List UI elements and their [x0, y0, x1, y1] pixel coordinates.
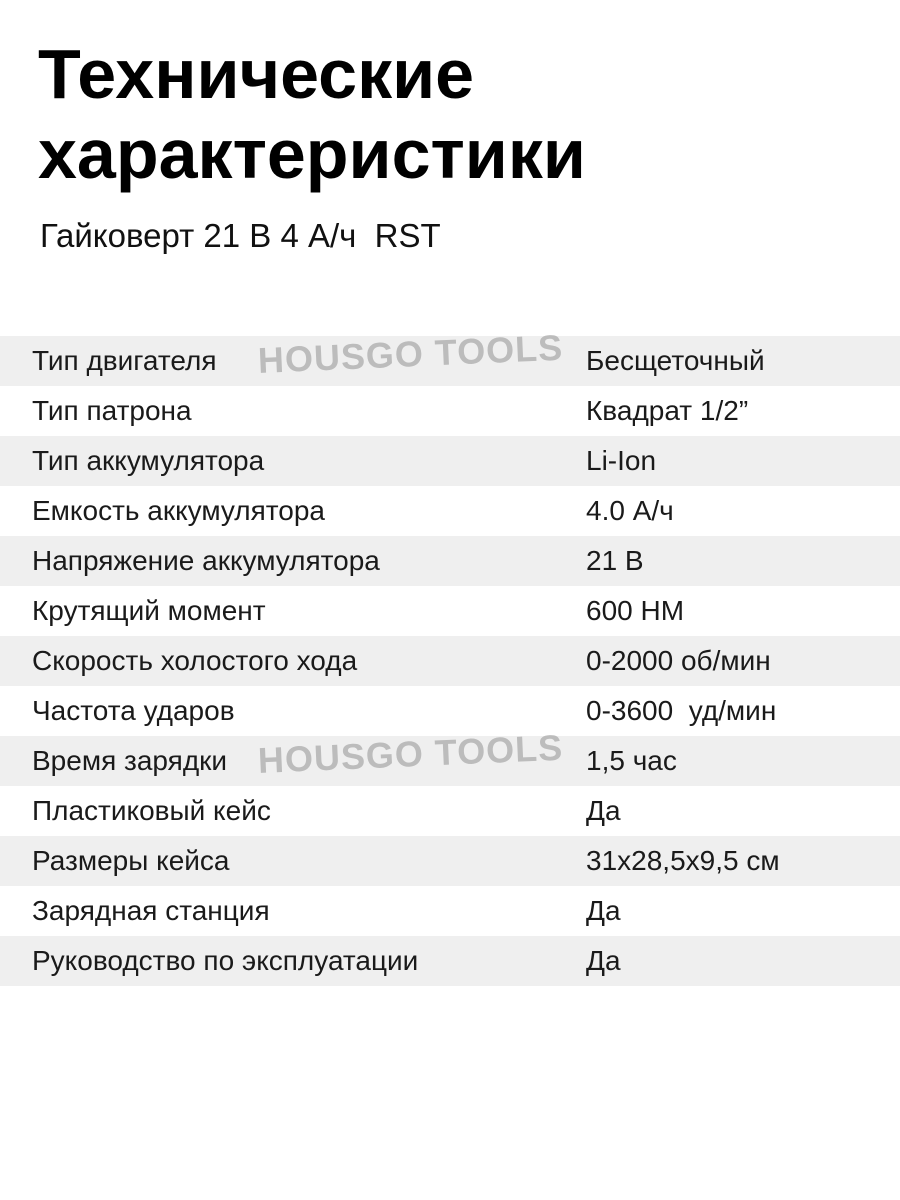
spec-label: Скорость холостого хода — [32, 645, 358, 676]
spec-value: 4.0 А/ч — [586, 495, 674, 526]
spec-row-case-dimensions — [0, 836, 900, 886]
spec-value: 0-3600 уд/мин — [586, 695, 777, 726]
spec-label: Частота ударов — [32, 695, 235, 726]
spec-label: Пластиковый кейс — [32, 795, 271, 826]
spec-value: 1,5 час — [586, 745, 677, 776]
watermark: HOUSGO TOOLS — [257, 326, 564, 381]
spec-label: Напряжение аккумулятора — [32, 545, 380, 576]
spec-row-user-manual — [0, 936, 900, 986]
watermark: HOUSGO TOOLS — [257, 726, 564, 781]
spec-row-torque — [0, 586, 900, 636]
spec-label: Тип патрона — [32, 395, 192, 426]
product-subtitle: Гайковерт 21 В 4 А/ч RST — [40, 217, 441, 254]
spec-label: Тип аккумулятора — [32, 445, 265, 476]
spec-value: Li-Ion — [586, 445, 657, 476]
spec-row-battery-type — [0, 436, 900, 486]
spec-row-charging-station — [0, 886, 900, 936]
spec-value: Да — [586, 895, 621, 926]
spec-row-idle-speed — [0, 636, 900, 686]
spec-label: Размеры кейса — [32, 845, 230, 876]
spec-value: 0-2000 об/мин — [586, 645, 771, 676]
spec-value: 21 В — [586, 545, 644, 576]
spec-value: Бесщеточный — [586, 345, 765, 376]
spec-value: Квадрат 1/2” — [586, 395, 749, 426]
spec-row-battery-capacity — [0, 486, 900, 536]
spec-row-plastic-case — [0, 786, 900, 836]
spec-value: 600 НМ — [586, 595, 685, 626]
spec-row-battery-voltage — [0, 536, 900, 586]
spec-value: Да — [586, 945, 621, 976]
spec-label: Емкость аккумулятора — [32, 495, 326, 526]
spec-table — [0, 336, 900, 986]
spec-label: Тип двигателя — [32, 345, 217, 376]
spec-label: Время зарядки — [32, 745, 228, 776]
spec-label: Зарядная станция — [32, 895, 270, 926]
spec-value: Да — [586, 795, 621, 826]
spec-value: 31х28,5х9,5 см — [586, 845, 780, 876]
spec-label: Крутящий момент — [32, 595, 266, 626]
spec-row-impact-rate — [0, 686, 900, 736]
spec-label: Руководство по эксплуатации — [32, 945, 419, 976]
spec-row-chuck-type — [0, 386, 900, 436]
page-title: Технические характеристики — [38, 35, 586, 193]
